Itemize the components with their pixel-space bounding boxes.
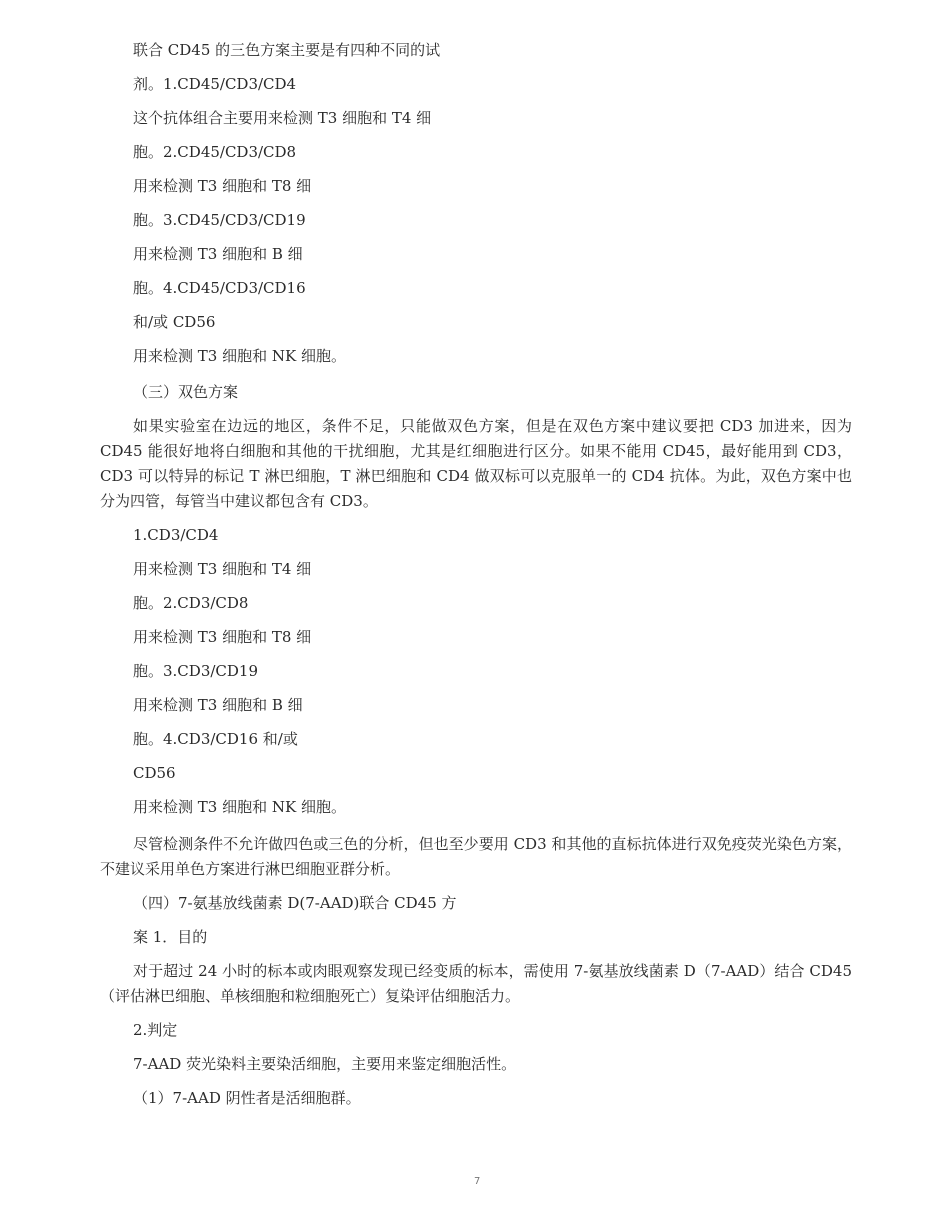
text-line: 胞。3.CD45/CD3/CD19 [133,211,306,229]
text-line: 这个抗体组合主要用来检测 T3 细胞和 T4 细 [133,109,432,127]
text-line: 用来检测 T3 细胞和 T4 细 [133,560,312,578]
text-line: CD56 [133,764,176,782]
text-line: 和/或 CD56 [133,313,216,331]
paragraph: 如果实验室在边远的地区，条件不足，只能做双色方案，但是在双色方案中建议要把 CD3 加进来，因为 CD45 能很好地将白细胞和其他的干扰细胞，尤其是红细胞进行区分。如果不能用 CD45，最好能用到 CD3，CD3 可以特异的标记 T 淋巴细胞，T 淋巴细胞和 CD4 做双标可以克服单一的 CD4 抗体。为此，双色方案中也分为四管，每管当中建议都包含有 CD3。 [100,417,852,510]
page-number: 7 [474,1176,481,1187]
text-line: 7-AAD 荧光染料主要染活细胞，主要用来鉴定细胞活性。 [133,1055,517,1073]
text-line: 用来检测 T3 细胞和 NK 细胞。 [133,347,346,365]
text-line: 胞。4.CD45/CD3/CD16 [133,279,306,297]
text-line: 案 1．目的 [133,928,208,946]
text-line: 2.判定 [133,1021,178,1039]
text-line: 胞。2.CD45/CD3/CD8 [133,143,297,161]
section-heading: （四）7-氨基放线菌素 D(7-AAD)联合 CD45 方 [133,894,457,912]
text-line: 胞。3.CD3/CD19 [133,662,259,680]
text-line: 联合 CD45 的三色方案主要是有四种不同的试 [133,41,441,59]
text-line: 用来检测 T3 细胞和 B 细 [133,245,303,263]
text-line: （1）7-AAD 阴性者是活细胞群。 [133,1089,361,1107]
text-line: 1.CD3/CD4 [133,526,219,544]
text-line: 胞。4.CD3/CD16 和/或 [133,730,298,748]
text-line: 用来检测 T3 细胞和 T8 细 [133,177,312,195]
paragraph: 对于超过 24 小时的标本或肉眼观察发现已经变质的标本，需使用 7-氨基放线菌素 D（7-AAD）结合 CD45（评估淋巴细胞、单核细胞和粒细胞死亡）复染评估细胞活力。 [100,962,852,1005]
text-line: 用来检测 T3 细胞和 T8 细 [133,628,312,646]
text-line: 用来检测 T3 细胞和 B 细 [133,696,303,714]
text-line: 剂。1.CD45/CD3/CD4 [133,75,297,93]
section-heading: （三）双色方案 [133,383,239,401]
text-line: 用来检测 T3 细胞和 NK 细胞。 [133,798,346,816]
text-line: 胞。2.CD3/CD8 [133,594,249,612]
paragraph: 尽管检测条件不允许做四色或三色的分析，但也至少要用 CD3 和其他的直标抗体进行双免疫荧光染色方案，不建议采用单色方案进行淋巴细胞亚群分析。 [100,835,852,878]
